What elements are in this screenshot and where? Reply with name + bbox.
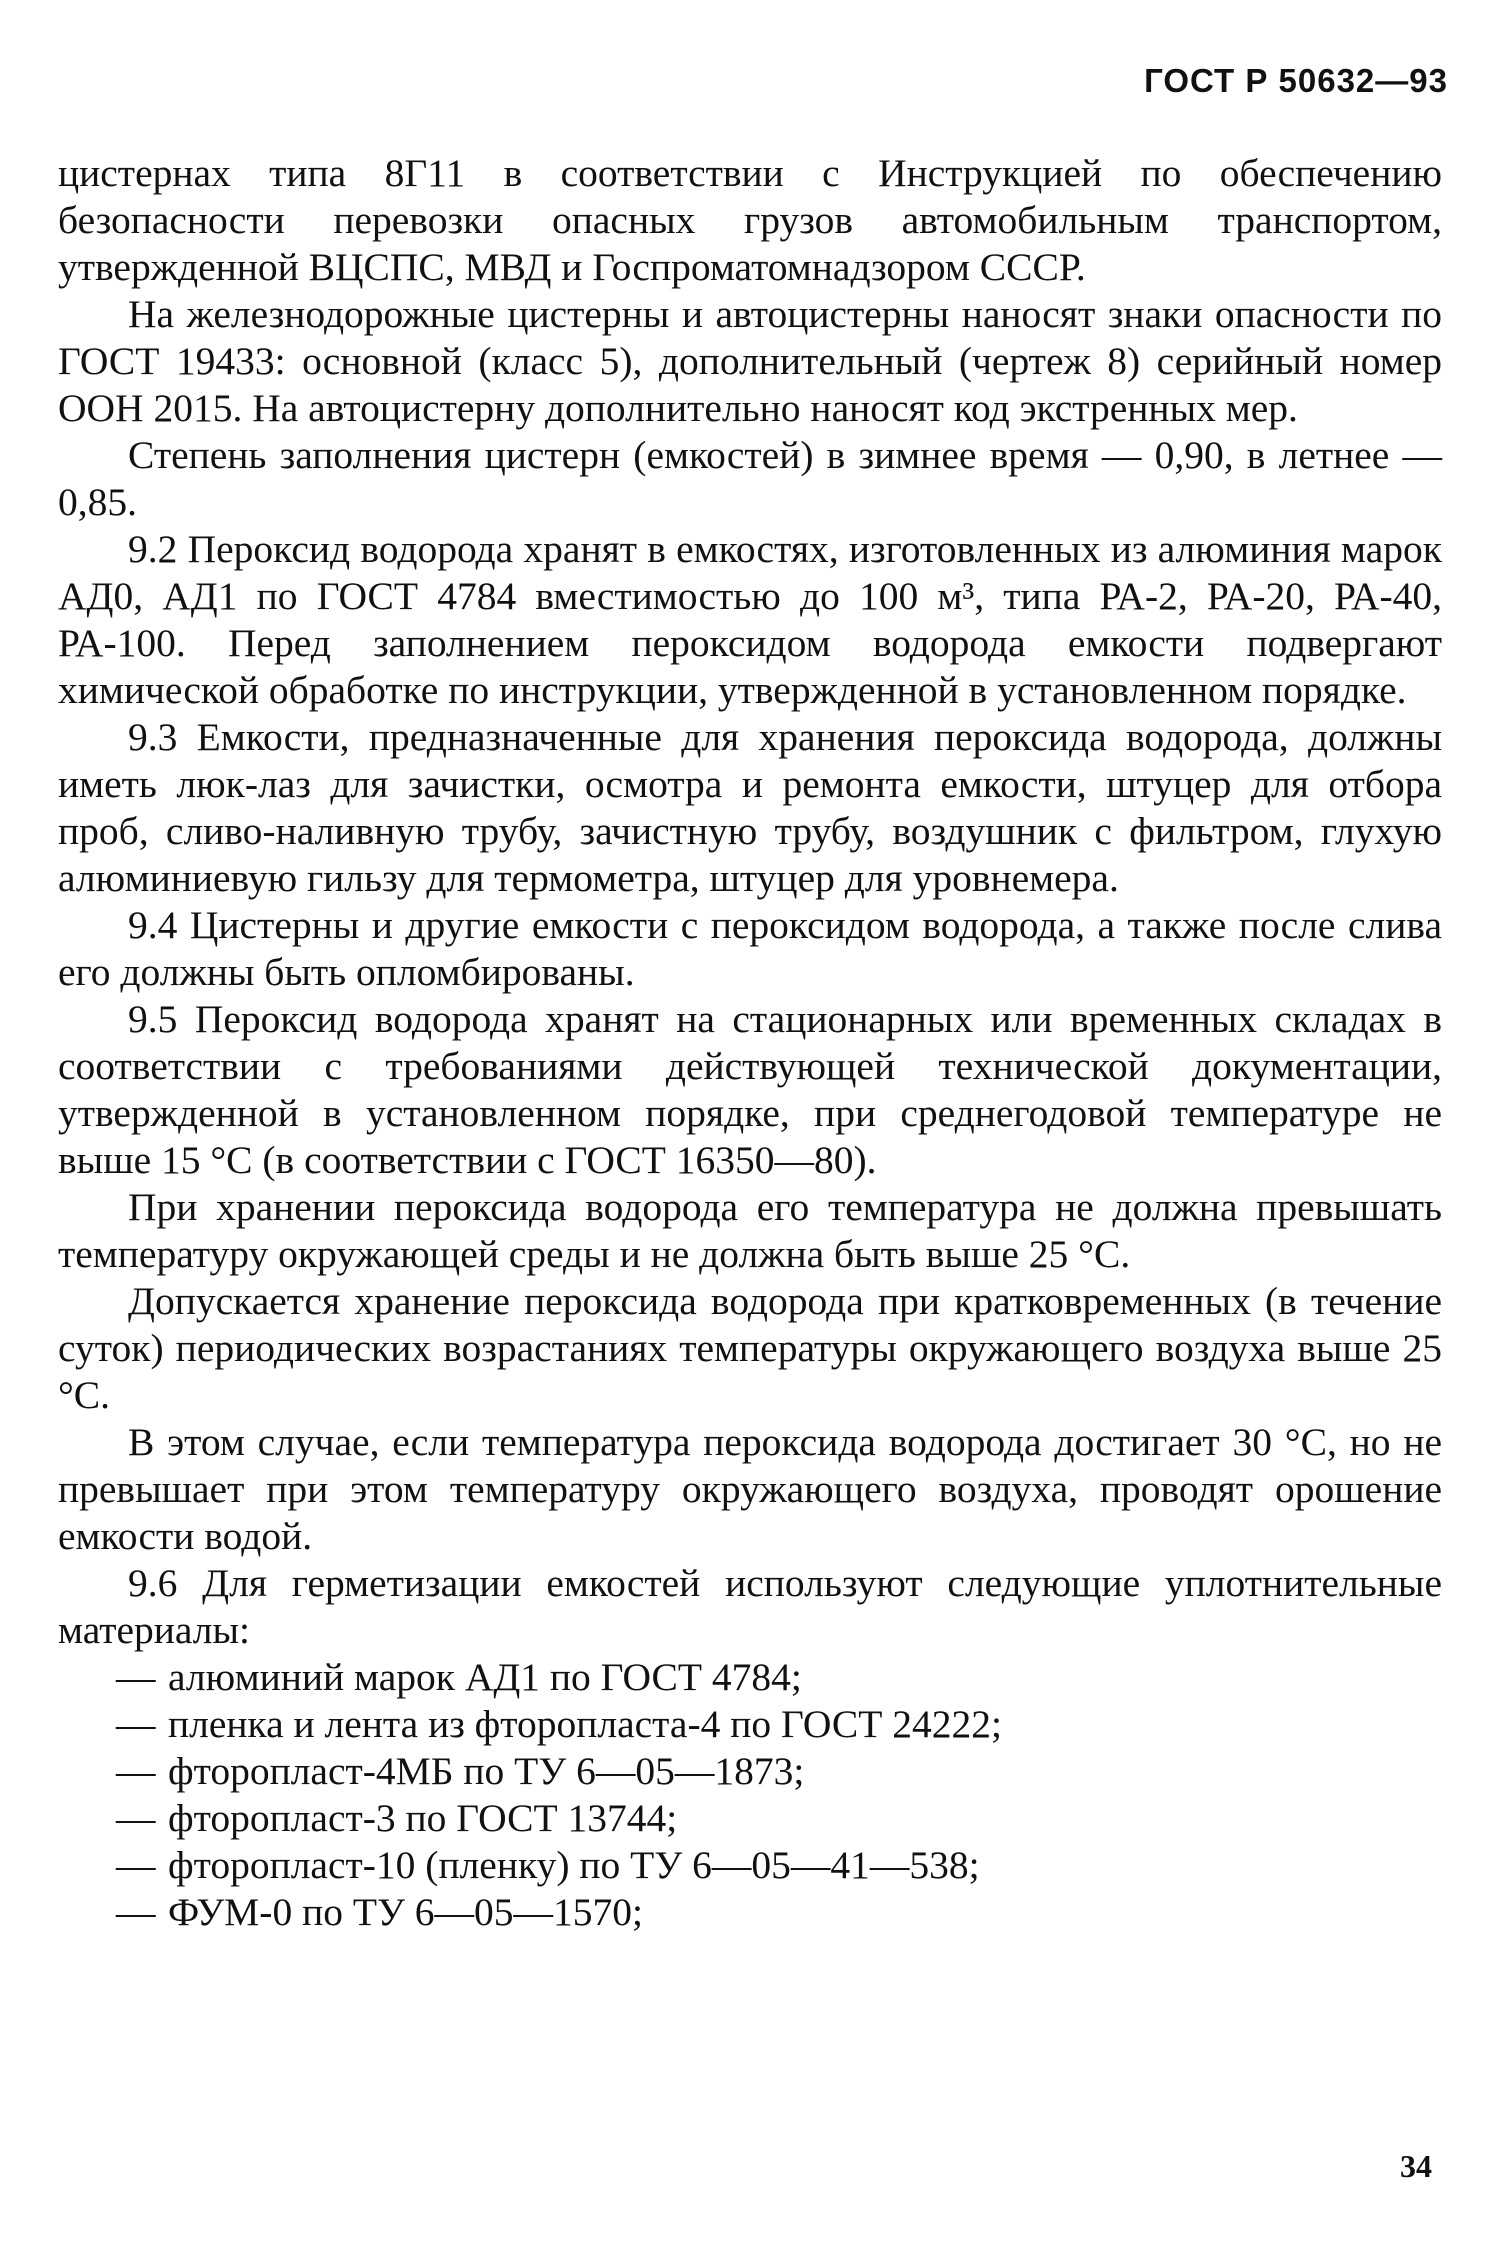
paragraph-section-9-5: 9.5 Пероксид водорода хранят на стационарных или временных складах в соответствии с требованиями действующей технической документации, утвержденной в установленном порядке, при среднегодовой температуре не выше 15 °С (в соответствии с ГОСТ 16350—80). <box>58 997 1442 1182</box>
paragraph-section-9-2: 9.2 Пероксид водорода хранят в емкостях, изготовленных из алюминия марок АД0, АД1 по ГОСТ 4784 вместимостью до 100 м³, типа РА-2, РА-20, РА-40, РА-100. Перед заполнением пероксидом водорода емкости подвергают химической обработке по инструкции, утвержденной в установленном порядке. <box>58 527 1442 712</box>
paragraph: На железнодорожные цистерны и автоцистерны наносят знаки опасности по ГОСТ 19433: основной (класс 5), дополнительный (чертеж 8) серийный номер ООН 2015. На автоцистерну дополнительно наносят код экстренных мер. <box>58 292 1442 430</box>
list-item-text: фторопласт-10 (пленку) по ТУ 6—05—41—538; <box>168 1843 980 1887</box>
list-item <box>58 1654 1442 1701</box>
list-dash: — <box>116 1749 156 1793</box>
paragraph: При хранении пероксида водорода его температура не должна превышать температуру окружающей среды и не должна быть выше 25 °С. <box>58 1185 1442 1276</box>
list-item <box>58 1889 1442 1936</box>
list-item <box>58 1842 1442 1889</box>
list-item-text: фторопласт-4МБ по ТУ 6—05—1873; <box>168 1749 805 1793</box>
list-item-text: ФУМ-0 по ТУ 6—05—1570; <box>168 1890 644 1934</box>
sealing-materials-list <box>58 1654 1442 1936</box>
list-item <box>58 1701 1442 1748</box>
paragraph-section-9-4: 9.4 Цистерны и другие емкости с пероксидом водорода, а также после слива его должны быть опломбированы. <box>58 903 1442 994</box>
list-item-text: фторопласт-3 по ГОСТ 13744; <box>168 1796 678 1840</box>
list-dash: — <box>116 1702 156 1746</box>
list-dash: — <box>116 1843 156 1887</box>
list-item <box>58 1795 1442 1842</box>
page-number: 34 <box>1400 2148 1432 2184</box>
paragraph: В этом случае, если температура пероксида водорода достигает 30 °С, но не превышает при этом температуру окружающего воздуха, проводят орошение емкости водой. <box>58 1420 1442 1558</box>
list-dash: — <box>116 1890 156 1934</box>
list-dash: — <box>116 1796 156 1840</box>
paragraph: Допускается хранение пероксида водорода при кратковременных (в течение суток) периодических возрастаниях температуры окружающего воздуха выше 25 °С. <box>58 1279 1442 1417</box>
document-body <box>58 150 1442 1936</box>
paragraph: Степень заполнения цистерн (емкостей) в зимнее время — 0,90, в летнее — 0,85. <box>58 433 1442 524</box>
page-header-standard: ГОСТ Р 50632—93 <box>1144 62 1448 99</box>
paragraph-section-9-6: 9.6 Для герметизации емкостей используют следующие уплотнительные материалы: <box>58 1561 1442 1652</box>
list-item <box>58 1748 1442 1795</box>
list-item-text: пленка и лента из фторопласта-4 по ГОСТ 24222; <box>168 1702 1002 1746</box>
paragraph-section-9-3: 9.3 Емкости, предназначенные для хранения пероксида водорода, должны иметь люк-лаз для зачистки, осмотра и ремонта емкости, штуцер для отбора проб, сливо-наливную трубу, зачистную трубу, воздушник с фильтром, глухую алюминиевую гильзу для термометра, штуцер для уровнемера. <box>58 715 1442 900</box>
list-item-text: алюминий марок АД1 по ГОСТ 4784; <box>168 1655 802 1699</box>
paragraph: цистернах типа 8Г11 в соответствии с Инструкцией по обеспечению безопасности перевозки опасных грузов автомобильным транспортом, утвержденной ВЦСПС, МВД и Госпроматомнадзором СССР. <box>58 151 1442 289</box>
list-dash: — <box>116 1655 156 1699</box>
